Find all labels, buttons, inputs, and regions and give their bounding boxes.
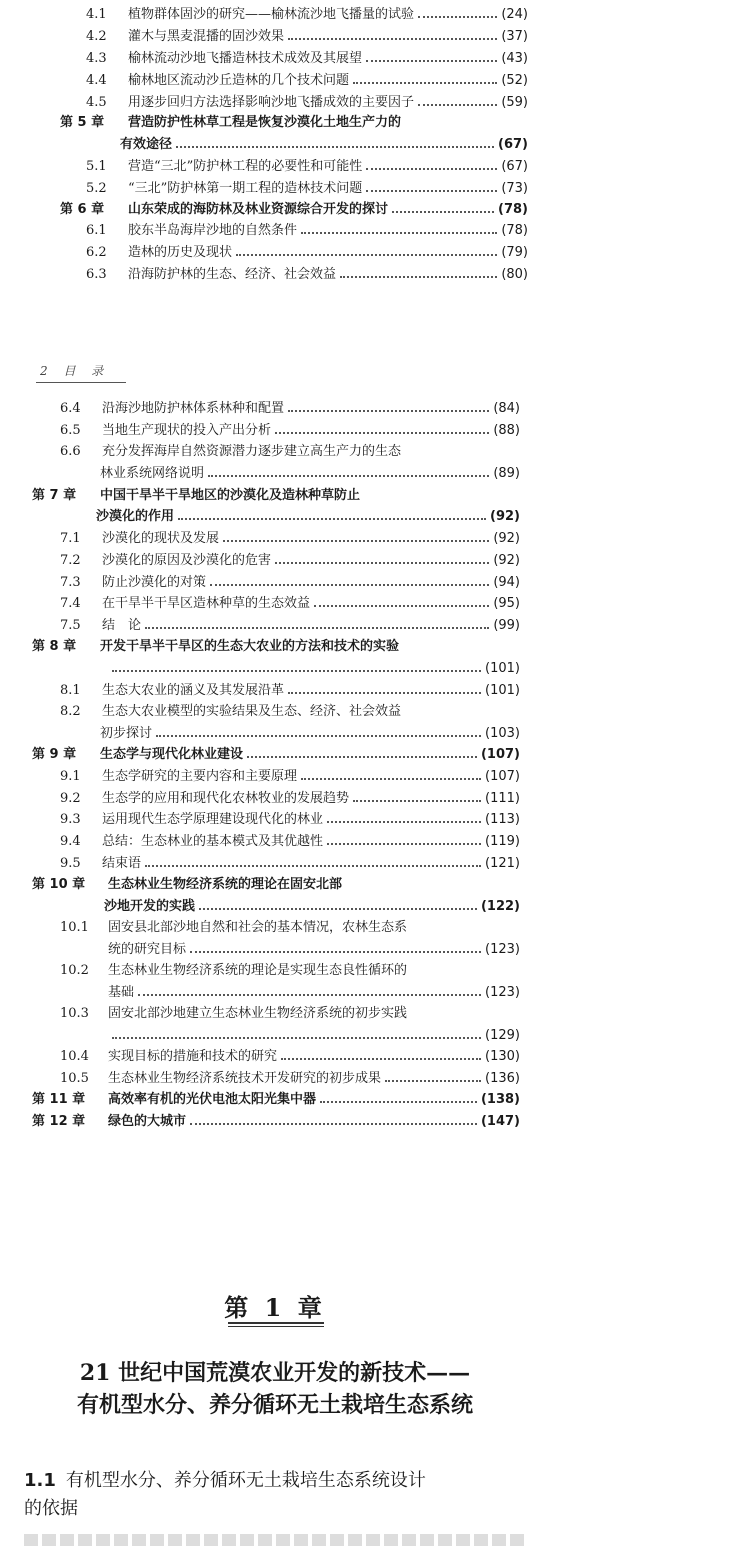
section-heading-cont: 的依据: [24, 1498, 78, 1519]
entry-title: 用逐步回归方法选择影响沙地飞播成效的主要因子: [128, 95, 415, 110]
entry-title: 生态学的应用和现代化农林牧业的发展趋势: [102, 791, 350, 806]
entry-number: 10.4: [60, 1049, 89, 1064]
running-header: 2 目 录: [40, 364, 110, 378]
entry-title: 在干旱半干旱区造林种草的生态效益: [102, 596, 311, 611]
entry-number: 7.2: [60, 553, 81, 568]
section-title: 有机型水分、养分循环无土栽培生态系统设计: [65, 1470, 426, 1491]
toc-entry-row: [86, 72, 528, 90]
page-number: (129): [485, 1028, 520, 1043]
entry-title: 灌木与黑麦混播的固沙效果: [128, 29, 285, 44]
leader-dots: [320, 1101, 477, 1103]
entry-number: 10.1: [60, 920, 89, 935]
toc-continuation-row: [108, 660, 520, 678]
chapter-title: 绿色的大城市: [108, 1114, 187, 1129]
entry-title: 固安县北部沙地自然和社会的基本情况，农林生态系: [108, 920, 408, 935]
entry-number: 10.3: [60, 1006, 89, 1021]
entry-title: 造林的历史及现状: [128, 245, 233, 260]
entry-number: 5.1: [86, 159, 107, 174]
page-number: (84): [493, 401, 520, 416]
toc-entry-row: [60, 552, 520, 570]
toc-entry-row: [86, 28, 528, 46]
leader-dots: [145, 627, 489, 629]
cut-off-text-line: [24, 1534, 524, 1546]
entry-number: 9.3: [60, 812, 81, 827]
chapter-title: 开发干旱半干旱区的生态大农业的方法和技术的实验: [100, 639, 400, 654]
page-number: (92): [493, 531, 520, 546]
entry-title-continued: 沙漠化的作用: [96, 509, 175, 524]
leader-dots: [327, 843, 481, 845]
chapter-number: 第 6 章: [60, 202, 105, 217]
entry-number: 5.2: [86, 181, 107, 196]
toc-chapter-row: [32, 1091, 520, 1109]
page-number: (121): [485, 856, 520, 871]
entry-number: 7.3: [60, 575, 81, 590]
toc-entry-row: [60, 1070, 520, 1088]
page-number: (136): [485, 1071, 520, 1086]
leader-dots: [247, 756, 477, 758]
page-number: (95): [493, 596, 520, 611]
toc-entry-row: [60, 703, 401, 721]
page-number: (92): [490, 509, 520, 524]
toc-entry-row: [86, 94, 528, 112]
page-number: (123): [485, 985, 520, 1000]
page-number: (113): [485, 812, 520, 827]
leader-dots: [353, 800, 481, 802]
leader-dots: [208, 475, 489, 477]
page-number: (52): [501, 73, 528, 88]
toc-chapter-row: [32, 746, 520, 764]
leader-dots: [314, 605, 489, 607]
chapter-title: 营造防护性林草工程是恢复沙漠化土地生产力的: [128, 115, 402, 130]
header-rule: [36, 382, 126, 383]
leader-dots: [327, 821, 481, 823]
leader-dots: [366, 190, 497, 192]
leader-dots: [190, 951, 481, 953]
leader-dots: [112, 1037, 481, 1039]
entry-number: 6.5: [60, 423, 81, 438]
entry-title: 胶东半岛海岸沙地的自然条件: [128, 223, 298, 238]
leader-dots: [340, 276, 497, 278]
page-number: (103): [485, 726, 520, 741]
entry-number: 9.5: [60, 856, 81, 871]
leader-dots: [301, 778, 481, 780]
entry-title: 植物群体固沙的研究——榆林流沙地飞播量的试验: [128, 7, 415, 22]
entry-number: 8.1: [60, 683, 81, 698]
entry-title: 沙漠化的原因及沙漠化的危害: [102, 553, 272, 568]
entry-title-continued: 沙地开发的实践: [104, 899, 196, 914]
entry-number: 9.1: [60, 769, 81, 784]
entry-title: 生态林业生物经济系统技术开发研究的初步成果: [108, 1071, 382, 1086]
leader-dots: [236, 254, 497, 256]
chapter-title: 中国干旱半干旱地区的沙漠化及造林种草防止: [100, 488, 361, 503]
entry-title: “三北”防护林第一期工程的造林技术问题: [128, 181, 363, 196]
toc-entry-row: [86, 180, 528, 198]
leader-dots: [353, 82, 497, 84]
toc-chapter-row: [32, 487, 360, 505]
chapter-number: 第 7 章: [32, 488, 77, 503]
entry-number: 9.4: [60, 834, 81, 849]
entry-number: 6.6: [60, 444, 81, 459]
entry-title: 生态大农业模型的实验结果及生态、经济、社会效益: [102, 704, 402, 719]
toc-chapter-row: [32, 1113, 520, 1131]
page-number: (88): [493, 423, 520, 438]
entry-title-continued: 基础: [108, 985, 135, 1000]
leader-dots: [210, 584, 489, 586]
chapter-title: 山东荣成的海防林及林业资源综合开发的探讨: [128, 202, 389, 217]
entry-number: 7.4: [60, 596, 81, 611]
entry-title: 总结：生态林业的基本模式及其优越性: [102, 834, 324, 849]
leader-dots: [418, 104, 497, 106]
toc-entry-row: [86, 244, 528, 262]
chapter-rule: [228, 1322, 324, 1324]
page-number: (122): [480, 899, 520, 914]
toc-entry-row: [86, 50, 528, 68]
page-number: (107): [480, 747, 520, 762]
chapter-number: 第 5 章: [60, 115, 105, 130]
toc-entry-row: [60, 811, 520, 829]
entry-title: 充分发挥海岸自然资源潜力逐步建立高生产力的生态: [102, 444, 402, 459]
chapter-title: 生态林业生物经济系统的理论在固安北部: [108, 877, 343, 892]
toc-entry-row: [60, 595, 520, 613]
leader-dots: [223, 540, 489, 542]
toc-entry-row: [60, 962, 407, 980]
chapter-number: 第 12 章: [32, 1114, 86, 1129]
leader-dots: [281, 1058, 481, 1060]
entry-number: 4.1: [86, 7, 107, 22]
leader-dots: [275, 562, 489, 564]
chapter-title: 高效率有机的光伏电池太阳光集中器: [108, 1092, 317, 1107]
toc-entry-row: [86, 266, 528, 284]
page-number: (43): [501, 51, 528, 66]
page-number: (99): [493, 618, 520, 633]
page-number: (78): [501, 223, 528, 238]
toc-entry-row: [60, 617, 520, 635]
page-number: (78): [498, 202, 528, 217]
entry-title: 实现目标的措施和技术的研究: [108, 1049, 278, 1064]
entry-number: 10.5: [60, 1071, 89, 1086]
entry-number: 6.1: [86, 223, 107, 238]
page-number: (101): [485, 661, 520, 676]
toc-entry-row: [60, 790, 520, 808]
toc-chapter-row: [60, 114, 401, 132]
toc-continuation-row: [96, 508, 520, 526]
toc-entry-row: [60, 768, 520, 786]
entry-title: 固安北部沙地建立生态林业生物经济系统的初步实践: [108, 1006, 408, 1021]
page-number: (80): [501, 267, 528, 282]
leader-dots: [418, 16, 497, 18]
entry-number: 6.4: [60, 401, 81, 416]
entry-number: 4.5: [86, 95, 107, 110]
chapter-number: 第 10 章: [32, 877, 86, 892]
chapter-label: 第 1 章: [224, 1293, 326, 1322]
entry-number: 4.2: [86, 29, 107, 44]
toc-chapter-row: [32, 638, 399, 656]
toc-entry-row: [60, 833, 520, 851]
toc-continuation-row: [108, 1027, 520, 1045]
entry-title: 沙漠化的现状及发展: [102, 531, 220, 546]
leader-dots: [301, 232, 497, 234]
entry-number: 8.2: [60, 704, 81, 719]
page-number: (67): [498, 137, 528, 152]
toc-entry-row: [86, 158, 528, 176]
toc-continuation-row: [120, 136, 528, 154]
toc-entry-row: [60, 530, 520, 548]
entry-title: 生态大农业的涵义及其发展沿革: [102, 683, 285, 698]
page-number: (101): [485, 683, 520, 698]
entry-number: 4.3: [86, 51, 107, 66]
leader-dots: [385, 1080, 481, 1082]
entry-title: 结束语: [102, 856, 142, 871]
page-number: (92): [493, 553, 520, 568]
chapter-title-line1: 21 世纪中国荒漠农业开发的新技术——: [79, 1360, 471, 1386]
entry-number: 6.2: [86, 245, 107, 260]
section-number: 1.1: [24, 1470, 56, 1491]
page-number: (130): [485, 1049, 520, 1064]
toc-continuation-row: [108, 941, 520, 959]
entry-number: 10.2: [60, 963, 89, 978]
chapter-rule-2: [228, 1326, 324, 1327]
leader-dots: [178, 518, 486, 520]
toc-continuation-row: [100, 465, 520, 483]
leader-dots: [288, 410, 489, 412]
page-number: (107): [485, 769, 520, 784]
page-number: (59): [501, 95, 528, 110]
toc-continuation-row: [100, 725, 520, 743]
leader-dots: [199, 908, 477, 910]
section-heading: [24, 1466, 426, 1492]
page-number: (24): [501, 7, 528, 22]
toc-entry-row: [60, 574, 520, 592]
chapter-number: 第 11 章: [32, 1092, 86, 1107]
leader-dots: [392, 211, 494, 213]
page-number: (37): [501, 29, 528, 44]
toc-chapter-row: [60, 201, 528, 219]
leader-dots: [366, 60, 497, 62]
chapter-number: 第 9 章: [32, 747, 77, 762]
leader-dots: [190, 1123, 477, 1125]
entry-title-continued: 林业系统网络说明: [100, 466, 205, 481]
entry-title-continued: 初步探讨: [100, 726, 153, 741]
leader-dots: [275, 432, 489, 434]
leader-dots: [145, 865, 481, 867]
toc-entry-row: [60, 443, 401, 461]
page-number: (79): [501, 245, 528, 260]
toc-entry-row: [60, 1048, 520, 1066]
leader-dots: [176, 146, 494, 148]
entry-number: 4.4: [86, 73, 107, 88]
toc-entry-row: [60, 1005, 407, 1023]
toc-entry-row: [60, 400, 520, 418]
entry-title: 当地生产现状的投入产出分析: [102, 423, 272, 438]
entry-title: 运用现代生态学原理建设现代化的林业: [102, 812, 324, 827]
toc-chapter-row: [32, 876, 342, 894]
entry-number: 6.3: [86, 267, 107, 282]
entry-title: 营造“三北”防护林工程的必要性和可能性: [128, 159, 363, 174]
toc-entry-row: [86, 6, 528, 24]
page-number: (94): [493, 575, 520, 590]
page-number: (147): [480, 1114, 520, 1129]
toc-entry-row: [86, 222, 528, 240]
leader-dots: [156, 735, 481, 737]
entry-title-continued: 有效途径: [120, 137, 173, 152]
page-number: (67): [501, 159, 528, 174]
page-number: (111): [485, 791, 520, 806]
toc-entry-row: [60, 919, 407, 937]
entry-number: 7.5: [60, 618, 81, 633]
entry-number: 7.1: [60, 531, 81, 546]
entry-title: 榆林流动沙地飞播造林技术成效及其展望: [128, 51, 363, 66]
entry-title: 沿海防护林的生态、经济、社会效益: [128, 267, 337, 282]
toc-continuation-row: [108, 984, 520, 1002]
toc-entry-row: [60, 855, 520, 873]
entry-title: 生态林业生物经济系统的理论是实现生态良性循环的: [108, 963, 408, 978]
leader-dots: [138, 994, 481, 996]
entry-title: 榆林地区流动沙丘造林的几个技术问题: [128, 73, 350, 88]
entry-title: 沿海沙地防护林体系林种和配置: [102, 401, 285, 416]
page-number: (123): [485, 942, 520, 957]
entry-title: 生态学研究的主要内容和主要原理: [102, 769, 298, 784]
toc-entry-row: [60, 422, 520, 440]
entry-number: 9.2: [60, 791, 81, 806]
chapter-title-line2: 有机型水分、养分循环无土栽培生态系统: [76, 1392, 473, 1418]
entry-title: 防止沙漠化的对策: [102, 575, 207, 590]
chapter-number: 第 8 章: [32, 639, 77, 654]
page-number: (119): [485, 834, 520, 849]
page-number: (89): [493, 466, 520, 481]
entry-title-continued: 统的研究目标: [108, 942, 187, 957]
page-number: (73): [501, 181, 528, 196]
toc-entry-row: [60, 682, 520, 700]
entry-title: 结 论: [102, 618, 142, 633]
leader-dots: [288, 38, 497, 40]
page-number: (138): [480, 1092, 520, 1107]
leader-dots: [288, 692, 481, 694]
leader-dots: [366, 168, 497, 170]
leader-dots: [112, 670, 481, 672]
chapter-title: 生态学与现代化林业建设: [100, 747, 244, 762]
toc-continuation-row: [104, 898, 520, 916]
